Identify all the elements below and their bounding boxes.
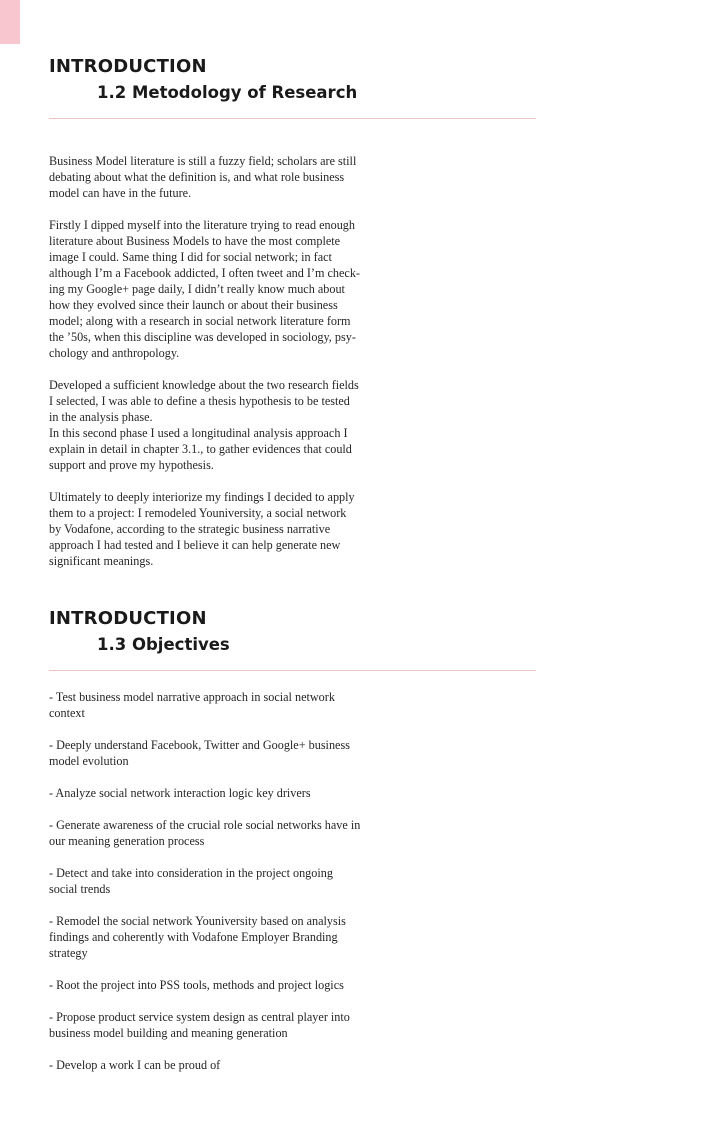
objective-item: - Generate awareness of the crucial role social networks have in our meaning generation process: [49, 818, 361, 848]
section-methodology: [49, 56, 536, 569]
objective-item: - Develop a work I can be proud of: [49, 1058, 221, 1072]
section-divider: [49, 670, 536, 671]
section-heading: INTRODUCTION: [49, 608, 207, 629]
paragraph: In this second phase I used a longitudinal analysis approach I explain in detail in chapter 3.1., to gather evidences that could support and prove my hypothesis.: [49, 426, 352, 472]
objective-item: - Test business model narrative approach in social network context: [49, 690, 335, 720]
objective-item: - Propose product service system design as central player into business model building and meaning generation: [49, 1010, 350, 1040]
paragraph: Business Model literature is still a fuzzy field; scholars are still debating about what the definition is, and what role business model can have in the future.: [49, 154, 357, 200]
section-heading: INTRODUCTION: [49, 56, 207, 77]
section-subheading: 1.2 Metodology of Research: [97, 83, 358, 102]
section-divider: [49, 118, 536, 119]
objective-item: - Root the project into PSS tools, methods and project logics: [49, 978, 344, 992]
paragraph: Firstly I dipped myself into the literature trying to read enough literature about Business Models to have the most complete image I could. Same thing I did for social network; in fact although I’m a Facebook addicted, I often tweet and I’m check- ing my Google+ page daily, I didn’t really know much about how they evolved since their launch or about their business model; along with a research in social network literature form the ’50s, when this discipline was developed in sociology, psy- chology and anthropology.: [49, 218, 360, 360]
objective-item: - Analyze social network interaction logic key drivers: [49, 786, 311, 800]
paragraph: Ultimately to deeply interiorize my findings I decided to apply them to a project: I remodeled Youniversity, a social network by Vodafone, according to the strategic business narrative approach I had tested and I believe it can help generate new significant meanings.: [49, 490, 355, 568]
section-objectives: [49, 608, 536, 1073]
paragraph: Developed a sufficient knowledge about the two research fields I selected, I was able to define a thesis hypothesis to be tested in the analysis phase.: [49, 378, 359, 424]
objective-item: - Remodel the social network Youniversity based on analysis findings and coherently with Vodafone Employer Branding strategy: [49, 914, 346, 960]
corner-tab-marker: [0, 0, 20, 44]
section-subheading: 1.3 Objectives: [97, 635, 230, 654]
methodology-body: [49, 153, 385, 569]
objectives-list: [49, 689, 385, 1073]
objective-item: - Deeply understand Facebook, Twitter and Google+ business model evolution: [49, 738, 350, 768]
objective-item: - Detect and take into consideration in the project ongoing social trends: [49, 866, 333, 896]
